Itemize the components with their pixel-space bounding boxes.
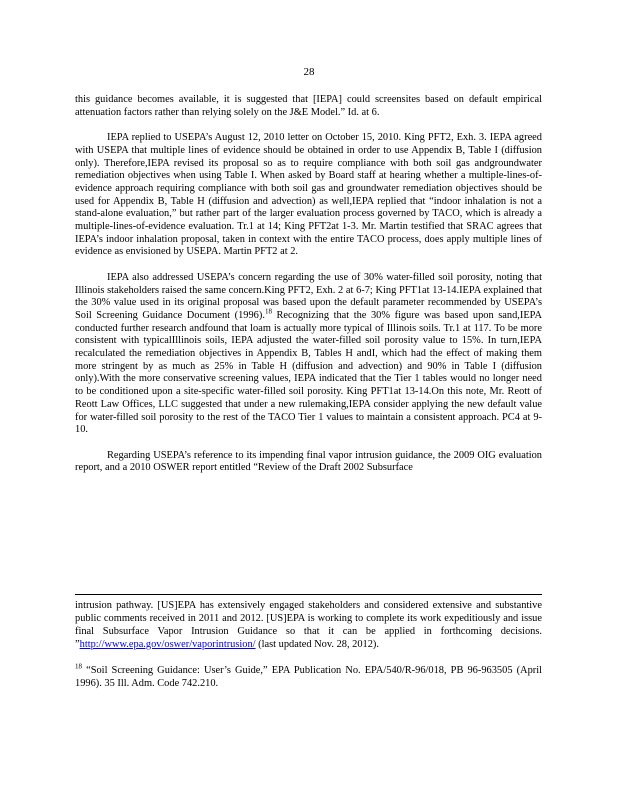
paragraph-soil-porosity-part1: IEPA also addressed USEPA’s concern regarding the use of 30% water-filled soil porosity, noting that Illinois stakeholders raised the same concern.King PFT2, Exh. 2 at 6-7; King PFT1at 13-14.IEPA explained that the 30% value used in its original proposal was based upon the default parameter recommended by USEPA’s Soil Screening Guidance Document (1996). <box>75 271 542 321</box>
footnote-continuation <box>75 600 542 652</box>
body-text <box>75 94 542 488</box>
footnote-continuation-tail: (last updated Nov. 28, 2012). <box>255 638 379 650</box>
paragraph-vapor-intrusion: Regarding USEPA’s reference to its impending final vapor intrusion guidance, the 2009 OIG evaluation report, and a 2010 OSWER report entitled “Review of the Draft 2002 Subsurface <box>75 449 542 474</box>
footnote-18-number: 18 <box>75 662 82 671</box>
footnote-divider <box>75 594 542 595</box>
paragraph-continuation: this guidance becomes available, it is suggested that [IEPA] could screensites based on default empirical attenuation factors rather than relying solely on the J&E Model.” Id. at 6. <box>75 94 542 118</box>
paragraph-soil-porosity <box>75 272 542 437</box>
footnote-continuation-text: intrusion pathway. [US]EPA has extensively engaged stakeholders and considered extensive and substantive public comments received in 2011 and 2012. [US]EPA is working to complete its work expeditiously and issue final Subsurface Vapor Intrusion Guidance so that it can be applied in forthcoming decisions. ” <box>75 600 542 650</box>
footnote-18-text: “Soil Screening Guidance: User’s Guide,” EPA Publication No. EPA/540/R-96/018, PB 96-963505 (April 1996). 35 Ill. Adm. Code 742.210. <box>75 664 542 689</box>
paragraph-iepa-reply: IEPA replied to USEPA’s August 12, 2010 letter on October 15, 2010. King PFT2, Exh. 3. IEPA agreed with USEPA that multiple lines of evidence should be obtained in order to use Appendix B, Table I (diffusion only). Therefore,IEPA revised its proposal so as to require compliance with both soil gas andgroundwater remediation objectives when using Table I. When asked by Board staff at hearing whether a multiple-lines-of-evidence approach requiring compliance with both soil gas and groundwater remediation objectives should be used for Appendix B, Table H (diffusion and advection) as well,IEPA replied that “indoor inhalation is not a stand-alone evaluation,” but rather part of the larger evaluation process governed by TACO, which is already a multiple-lines-of-evidence evaluation. Tr.1 at 14; King PFT2at 1-3. Mr. Martin testified that SRAC agrees that IEPA’s indoor inhalation proposal, taken in context with the entire TACO process, does apply multiple lines of evidence as envisioned by USEPA. Martin PFT2 at 2. <box>75 132 542 258</box>
footnote-18 <box>75 662 542 691</box>
footnote-ref-18[interactable]: 18 <box>264 307 272 316</box>
page-number: 28 <box>303 66 315 78</box>
epa-vapor-intrusion-link[interactable]: http://www.epa.gov/oswer/vaporintrusion/ <box>79 638 256 650</box>
footnotes <box>75 600 542 703</box>
paragraph-soil-porosity-part2: Recognizing that the 30% figure was based upon sand,IEPA conducted further research andfound that loam is actually more typical of Illinois soils. Tr.1 at 117. To be more consistent with typicalIllinois soils, IEPA adjusted the water-filled soil porosity value to 15%. In turn,IEPA recalculated the remediation objectives in Appendix B, Tables H andI, which had the effect of making them more stringent by as much as 25% in Table H (diffusion and advection) and 90% in Table I (diffusion only).With the more conservative screening values, IEPA indicated that the Tier 1 tables would no longer need to be conditioned upon a site-specific water-filled soil porosity. King PFT1at 13-14.On this note, Mr. Reott of Reott Law Offices, LLC suggested that under a new rulemaking,IEPA consider applying the new default value for water-filled soil porosity to the rest of the TACO Tier 1 values to maintain a consistent approach. PC4 at 9-10. <box>75 309 542 436</box>
